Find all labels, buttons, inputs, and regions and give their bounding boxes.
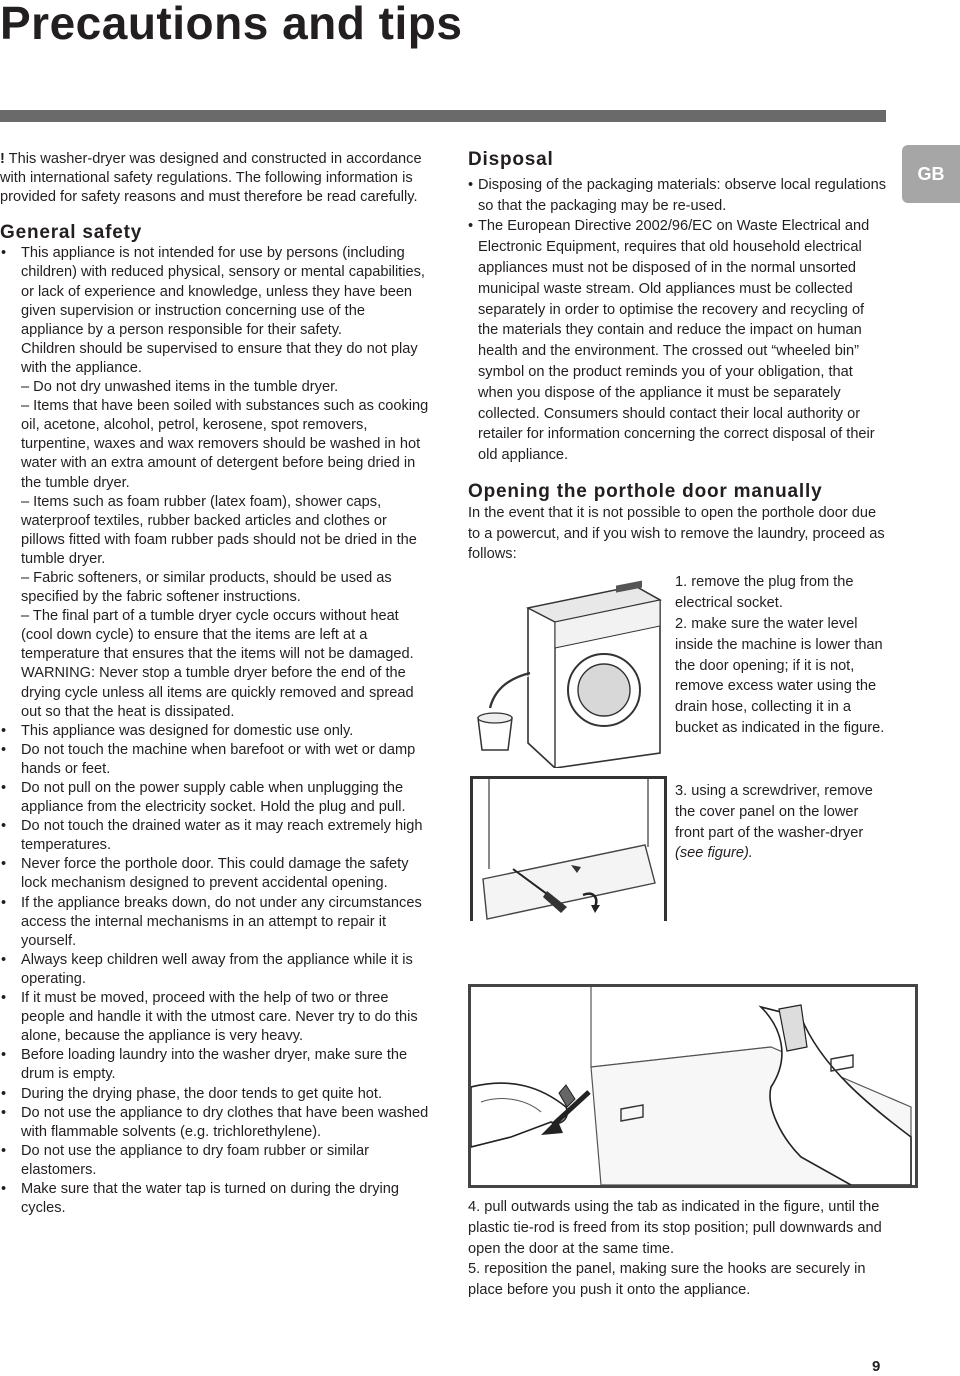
list-item: • This appliance was designed for domestic use only.: [0, 722, 430, 741]
disposal-heading: Disposal: [468, 149, 554, 170]
warning-text: : Never stop a tumble dryer before the end of the drying cycle unless all items are quickly removed and spread out so that the heat is dissipated.: [21, 665, 414, 720]
step-5: 5. reposition the panel, making sure the hooks are securely in place before you push it onto the appliance.: [468, 1261, 866, 1299]
list-item: • Make sure that the water tap is turned on during the drying cycles.: [0, 1180, 430, 1218]
intro-paragraph: [0, 150, 430, 207]
opening-intro: In the event that it is not possible to open the porthole door due to a powercut, and if you wish to remove the laundry, proceed as follows:: [468, 504, 885, 563]
step-3-text: 3. using a screwdriver, remove the cover panel on the lower front part of the washer-dryer: [675, 783, 873, 841]
list-item: • If it must be moved, proceed with the help of two or three people and handle it with the utmost care. Never try to do this alone, because the appliance is very heavy.: [0, 989, 430, 1046]
step-4: 4. pull outwards using the tab as indicated in the figure, until the plastic tie-rod is freed from its stop position; pull downwards and open the door at the same time.: [468, 1199, 882, 1257]
warning-mark: !: [0, 151, 5, 167]
sub-paragraph: – Fabric softeners, or similar products, should be used as specified by the fabric softener instructions.: [21, 569, 392, 606]
general-safety-heading: General safety: [0, 222, 143, 244]
list-item: • Do not pull on the power supply cable when unplugging the appliance from the electricity socket. Hold the plug and pull.: [0, 779, 430, 817]
washing-machine-illustration: [470, 578, 665, 768]
list-item: • Do not touch the machine when barefoot or with wet or damp hands or feet.: [0, 741, 430, 779]
sub-paragraph: – Items such as foam rubber (latex foam), shower caps, waterproof textiles, rubber backed articles and clothes or pillows fitted with foam rubber pads should not be dried in the tumble dryer.: [21, 493, 417, 567]
list-item: • During the drying phase, the door tends to get quite hot.: [0, 1085, 430, 1104]
step-1: 1. remove the plug from the electrical socket.: [675, 574, 854, 611]
list-item: • Before loading laundry into the washer dryer, make sure the drum is empty.: [0, 1046, 430, 1084]
step-3: [675, 781, 890, 864]
list-item: • The European Directive 2002/96/EC on Waste Electrical and Electronic Equipment, requires that old household electrical appliances must not be disposed of in the normal unsorted municipal waste stream. Old appliances must be collected separately in order to optimise the recovery and recycling of the materials they contain and reduce the impact on human health and the environment. The crossed out “wheeled bin” symbol on the product reminds you of your obligation, that when you dispose of the appliance it must be separately collected. Consumers should contact their local authority or retailer for information concerning the correct disposal of their old appliance.: [468, 216, 888, 466]
list-item: • Disposing of the packaging materials: observe local regulations so that the packaging may be re-used.: [468, 175, 888, 217]
screwdriver-figure: [470, 776, 667, 921]
list-item: • This appliance is not intended for use by persons (including children) with reduced physical, sensory or mental capabilities, or lack of experience and knowledge, unless they have been given supervision or instruction concerning use of the appliance by a person responsible for their safety.: [0, 244, 430, 339]
disposal-list: [468, 175, 888, 466]
intro-text: This washer-dryer was designed and constructed in accordance with international safety regulations. The following information is provided for safety reasons and must therefore be read carefully.: [0, 151, 422, 206]
page-title: Precautions and tips: [0, 0, 463, 49]
general-safety-items: [0, 722, 430, 1218]
sub-paragraph: – Items that have been soiled with substances such as cooking oil, acetone, alcohol, petrol, kerosene, spot removers, turpentine, waxes and wax removers should be washed in hot water with an extra amount of detergent before being dried in the tumble dryer.: [21, 398, 429, 491]
page-number: 9: [872, 1358, 881, 1375]
sub-paragraphs: [0, 340, 430, 722]
right-column: [468, 150, 888, 565]
opening-heading: Opening the porthole door manually: [468, 480, 823, 502]
step-2: 2. make sure the water level inside the machine is lower than the door opening; if it is not, remove excess water using the drain hose, collecting it in a bucket as indicated in the figure.: [675, 616, 885, 736]
drain-figure: [470, 578, 665, 768]
general-safety-list: [0, 244, 430, 339]
language-tab: GB: [902, 145, 960, 203]
warning-label: WARNING: [21, 665, 91, 682]
left-column: [0, 150, 430, 1218]
warning-paragraph: [21, 664, 430, 721]
step-3-note: (see figure).: [675, 845, 753, 862]
list-item: • Do not use the appliance to dry foam rubber or similar elastomers.: [0, 1142, 430, 1180]
sub-paragraph: Children should be supervised to ensure that they do not play with the appliance.: [21, 340, 418, 376]
screwdriver-illustration: [473, 779, 664, 921]
hand-pulling-tab-illustration: [471, 987, 915, 1185]
title-rule: [0, 110, 886, 122]
sub-paragraph: – Do not dry unwashed items in the tumble dryer.: [21, 379, 339, 396]
sub-paragraph: – The final part of a tumble dryer cycle occurs without heat (cool down cycle) to ensure that the items are left at a temperature that ensures that the items will not be damaged.: [21, 608, 414, 663]
list-item: • Do not use the appliance to dry clothes that have been washed with flammable solvents (e.g. trichlorethylene).: [0, 1104, 430, 1142]
list-item: • Always keep children well away from the appliance while it is operating.: [0, 951, 430, 989]
bottom-steps: [468, 1197, 893, 1301]
list-item: • If the appliance breaks down, do not under any circumstances access the internal mechanisms in an attempt to repair it yourself.: [0, 894, 430, 951]
list-item: • Do not touch the drained water as it may reach extremely high temperatures.: [0, 817, 430, 855]
pull-tab-figure: [468, 984, 918, 1188]
list-item: • Never force the porthole door. This could damage the safety lock mechanism designed to prevent accidental opening.: [0, 855, 430, 893]
